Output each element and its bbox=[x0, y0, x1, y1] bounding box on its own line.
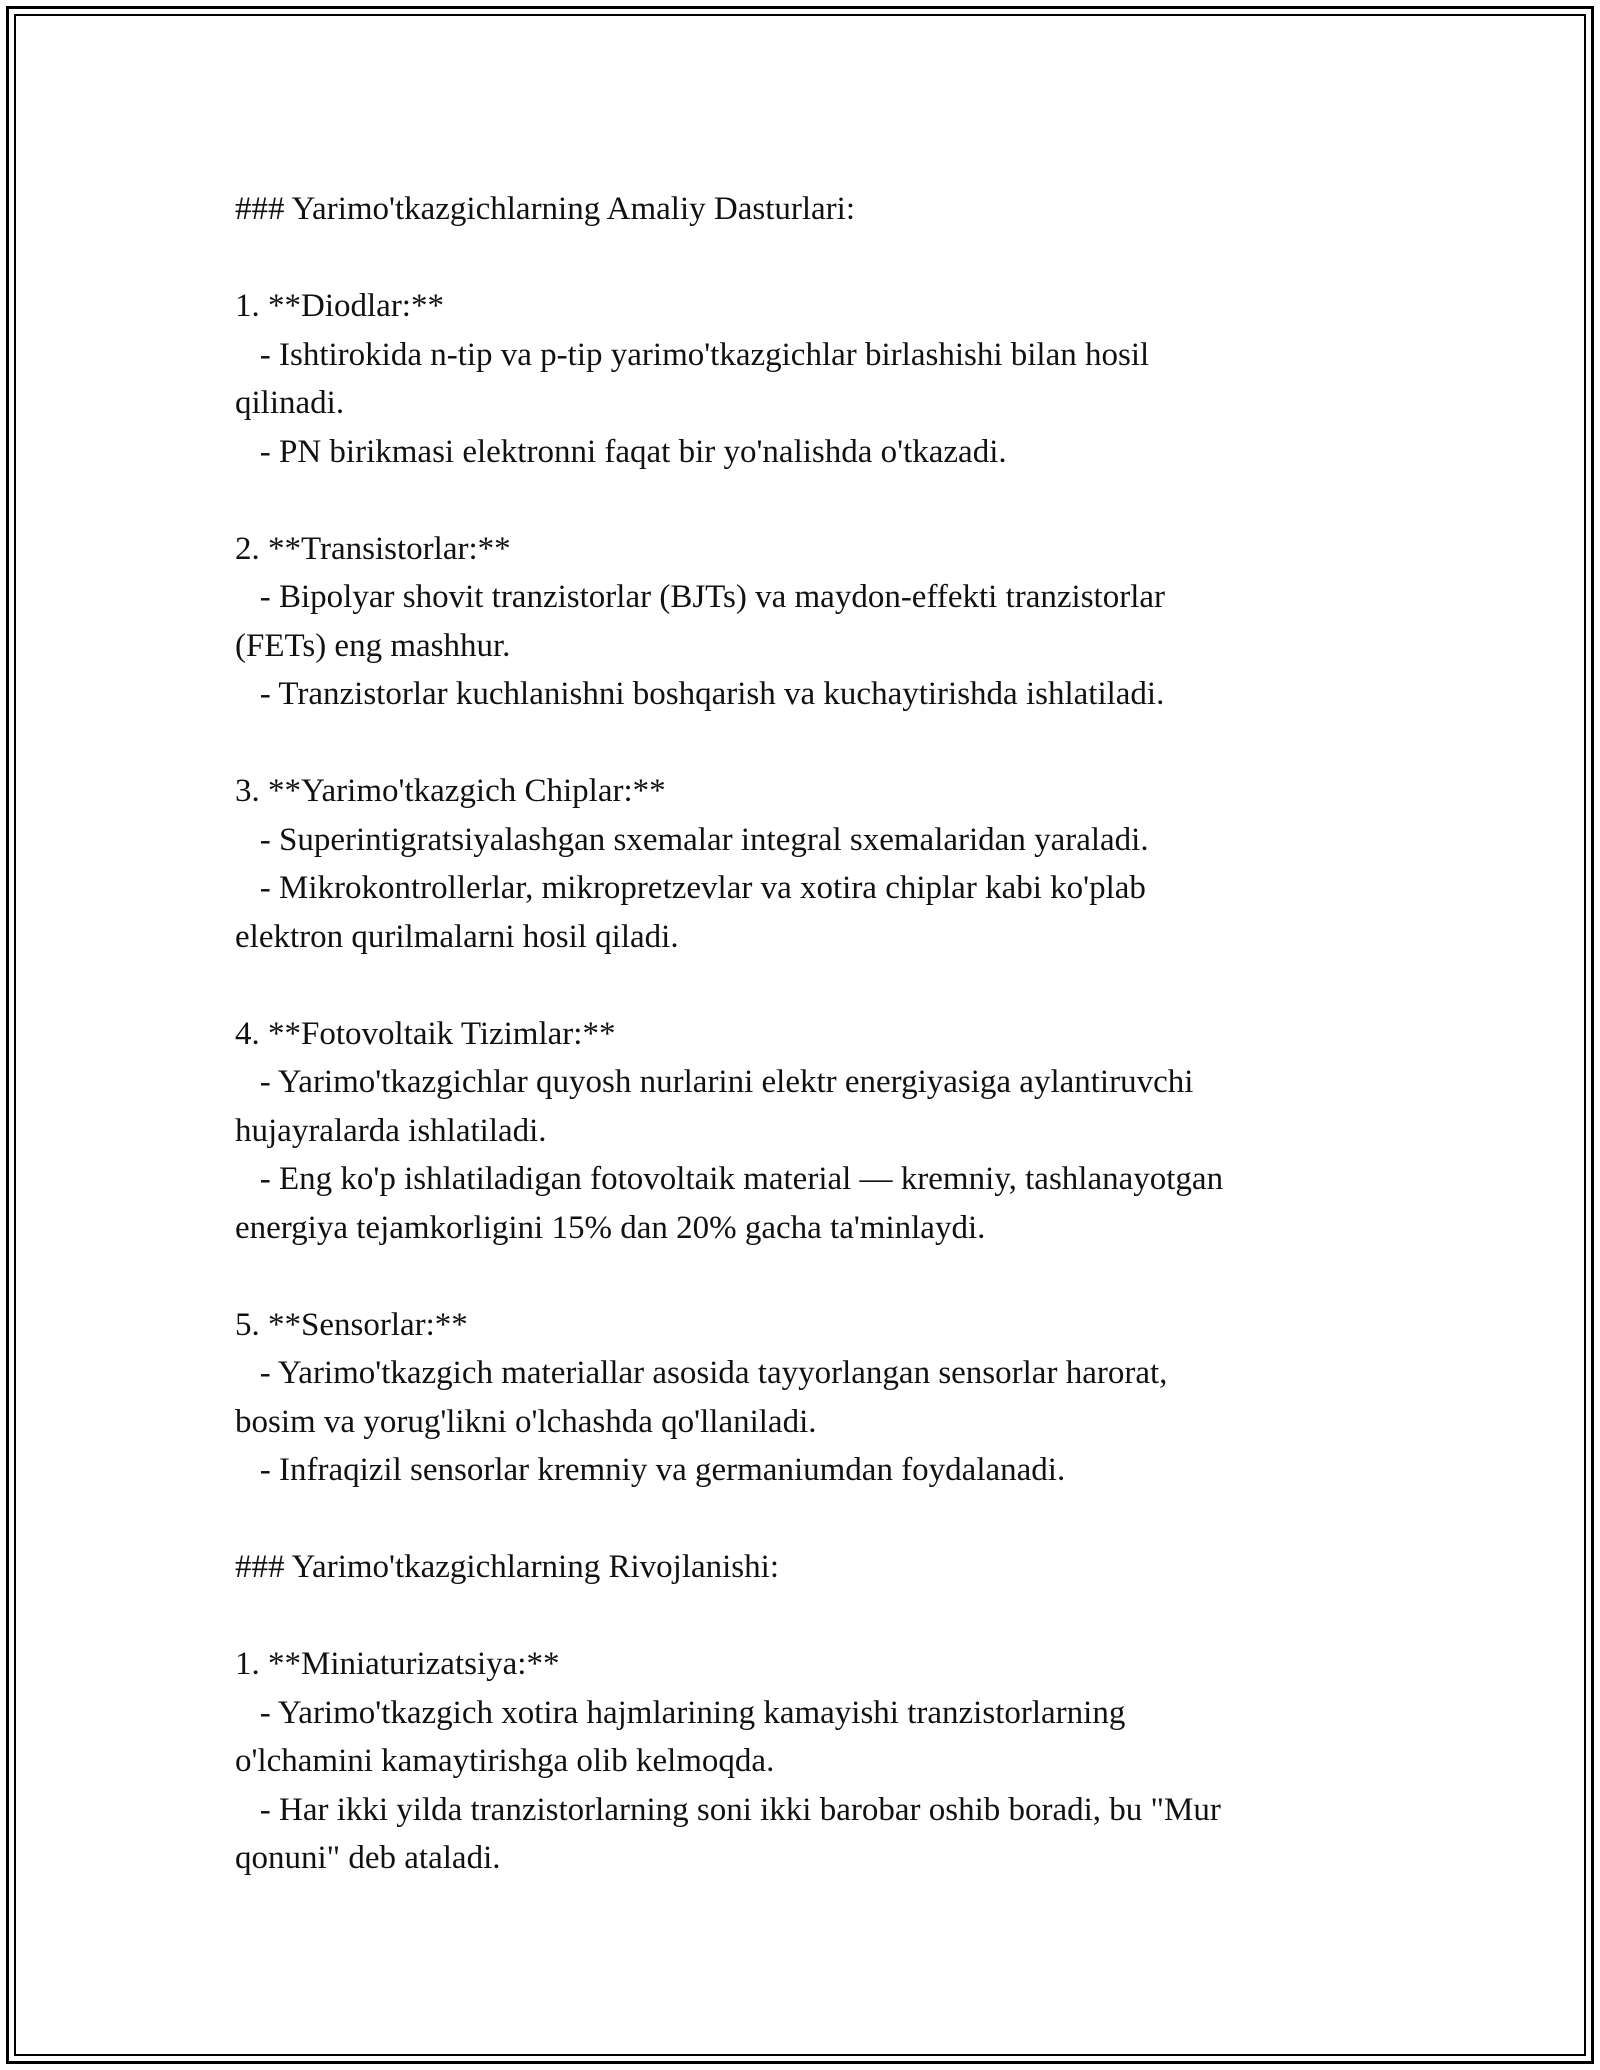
blank-line bbox=[235, 1592, 1355, 1641]
list-item-text: - Bipolyar shovit tranzistorlar (BJTs) va maydon-effekti tranzistorlar bbox=[235, 579, 1165, 615]
list-item-text: elektron qurilmalarni hosil qiladi. bbox=[235, 918, 679, 955]
list-item-text: - Yarimo'tkazgich xotira hajmlarining kamayishi tranzistorlarning bbox=[235, 1694, 1126, 1731]
blank-line bbox=[235, 476, 1355, 525]
list-item-text: - Tranzistorlar kuchlanishni boshqarish va kuchaytirishda ishlatiladi. bbox=[235, 676, 1165, 712]
list-item-text: hujayralarda ishlatiladi. bbox=[235, 1112, 547, 1149]
list-item-text: - Ishtirokida n-tip va p-tip yarimo'tkazgichlar birlashishi bilan hosil bbox=[235, 336, 1150, 373]
list-item-text: - Har ikki yilda tranzistorlarning soni ikki barobar oshib boradi, bu "Mur bbox=[235, 1791, 1221, 1828]
list-item-text: - Superintigratsiyalashgan sxemalar integral sxemalaridan yaraladi. bbox=[235, 821, 1149, 858]
list-item-heading: 2. **Transistorlar:** bbox=[235, 530, 511, 567]
list-item-heading: 4. **Fotovoltaik Tizimlar:** bbox=[235, 1015, 616, 1052]
blank-line bbox=[235, 961, 1355, 1010]
list-item-text: - PN birikmasi elektronni faqat bir yo'nalishda o'tkazadi. bbox=[235, 433, 1007, 470]
list-item-text: bosim va yorug'likni o'lchashda qo'llaniladi. bbox=[235, 1403, 817, 1440]
list-item-heading: 1. **Miniaturizatsiya:** bbox=[235, 1646, 560, 1682]
list-item-text: - Eng ko'p ishlatiladigan fotovoltaik material — kremniy, tashlanayotgan bbox=[235, 1161, 1224, 1197]
section-heading: ### Yarimo'tkazgichlarning Amaliy Dasturlari: bbox=[235, 191, 856, 227]
list-item-text: - Yarimo'tkazgich materiallar asosida tayyorlangan sensorlar harorat, bbox=[235, 1355, 1168, 1391]
list-item-text: - Yarimo'tkazgichlar quyosh nurlarini elektr energiyasiga aylantiruvchi bbox=[235, 1064, 1194, 1100]
section-heading: ### Yarimo'tkazgichlarning Rivojlanishi: bbox=[235, 1549, 779, 1585]
list-item-text: qilinadi. bbox=[235, 385, 345, 421]
list-item-text: qonuni" deb ataladi. bbox=[235, 1840, 501, 1876]
list-item-heading: 1. **Diodlar:** bbox=[235, 288, 444, 324]
list-item-heading: 5. **Sensorlar:** bbox=[235, 1306, 468, 1343]
blank-line bbox=[235, 234, 1355, 283]
list-item-text: energiya tejamkorligini 15% dan 20% gacha ta'minlaydi. bbox=[235, 1209, 986, 1246]
list-item-text: (FETs) eng mashhur. bbox=[235, 627, 511, 664]
blank-line bbox=[235, 1495, 1355, 1544]
blank-line bbox=[235, 1252, 1355, 1301]
document-body bbox=[235, 185, 1355, 1883]
blank-line bbox=[235, 719, 1355, 768]
list-item-heading: 3. **Yarimo'tkazgich Chiplar:** bbox=[235, 773, 666, 809]
list-item-text: o'lchamini kamaytirishga olib kelmoqda. bbox=[235, 1743, 775, 1779]
list-item-text: - Infraqizil sensorlar kremniy va germaniumdan foydalanadi. bbox=[235, 1452, 1066, 1488]
list-item-text: - Mikrokontrollerlar, mikropretzevlar va xotira chiplar kabi ko'plab bbox=[235, 870, 1146, 906]
